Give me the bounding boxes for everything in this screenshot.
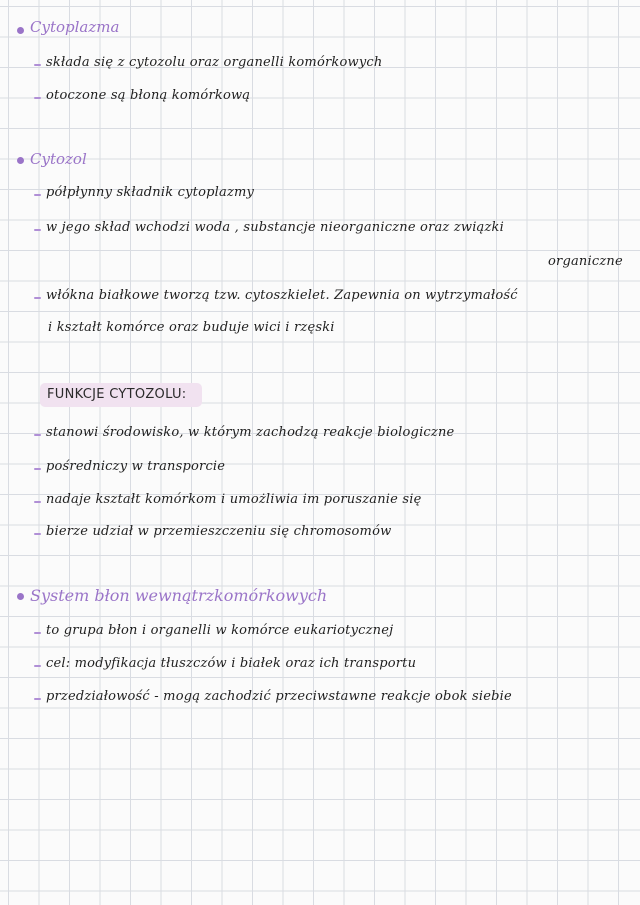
heading-bullet (17, 593, 24, 600)
list-dash (34, 468, 41, 470)
list-item-continuation: i kształt komórce oraz buduje wici i rzęski (48, 320, 335, 335)
list-item: półpłynny składnik cytoplazmy (46, 185, 255, 200)
list-item: otoczone są błoną komórkową (46, 88, 251, 103)
list-item: nadaje kształt komórkom i umożliwia im poruszanie się (46, 492, 422, 507)
list-dash (34, 297, 41, 299)
list-dash (34, 632, 41, 634)
list-item: cel: modyfikacja tłuszczów i białek oraz ich transportu (46, 656, 417, 671)
heading-bullet (17, 27, 24, 34)
list-item: bierze udział w przemieszczeniu się chromosomów (46, 524, 392, 539)
section-title-cytoplazma: Cytoplazma (30, 18, 120, 36)
list-item: w jego skład wchodzi woda , substancje nieorganiczne oraz związki (46, 220, 504, 235)
list-dash (34, 533, 41, 535)
heading-bullet (17, 157, 24, 164)
list-item: stanowi środowisko, w którym zachodzą reakcje biologiczne (46, 425, 455, 440)
list-item-continuation: organiczne (548, 254, 623, 269)
list-dash (34, 194, 41, 196)
list-dash (34, 434, 41, 436)
section-title-system-blon: System błon wewnątrzkomórkowych (30, 586, 328, 605)
list-dash (34, 698, 41, 700)
list-item: włókna białkowe tworzą tzw. cytoszkielet. Zapewnia on wytrzymałość (46, 288, 518, 303)
list-dash (34, 229, 41, 231)
list-dash (34, 501, 41, 503)
list-dash (34, 64, 41, 66)
list-item: składa się z cytozolu oraz organelli komórkowych (46, 55, 383, 70)
list-dash (34, 665, 41, 667)
section-title-cytozol: Cytozol (30, 150, 87, 168)
list-dash (34, 97, 41, 99)
list-item: przedziałowość - mogą zachodzić przeciwstawne reakcje obok siebie (46, 689, 512, 704)
list-item: pośredniczy w transporcie (46, 459, 226, 474)
list-item: to grupa błon i organelli w komórce eukariotycznej (46, 623, 394, 638)
section-title-funkcje: FUNKCJE CYTOZOLU: (47, 387, 187, 402)
